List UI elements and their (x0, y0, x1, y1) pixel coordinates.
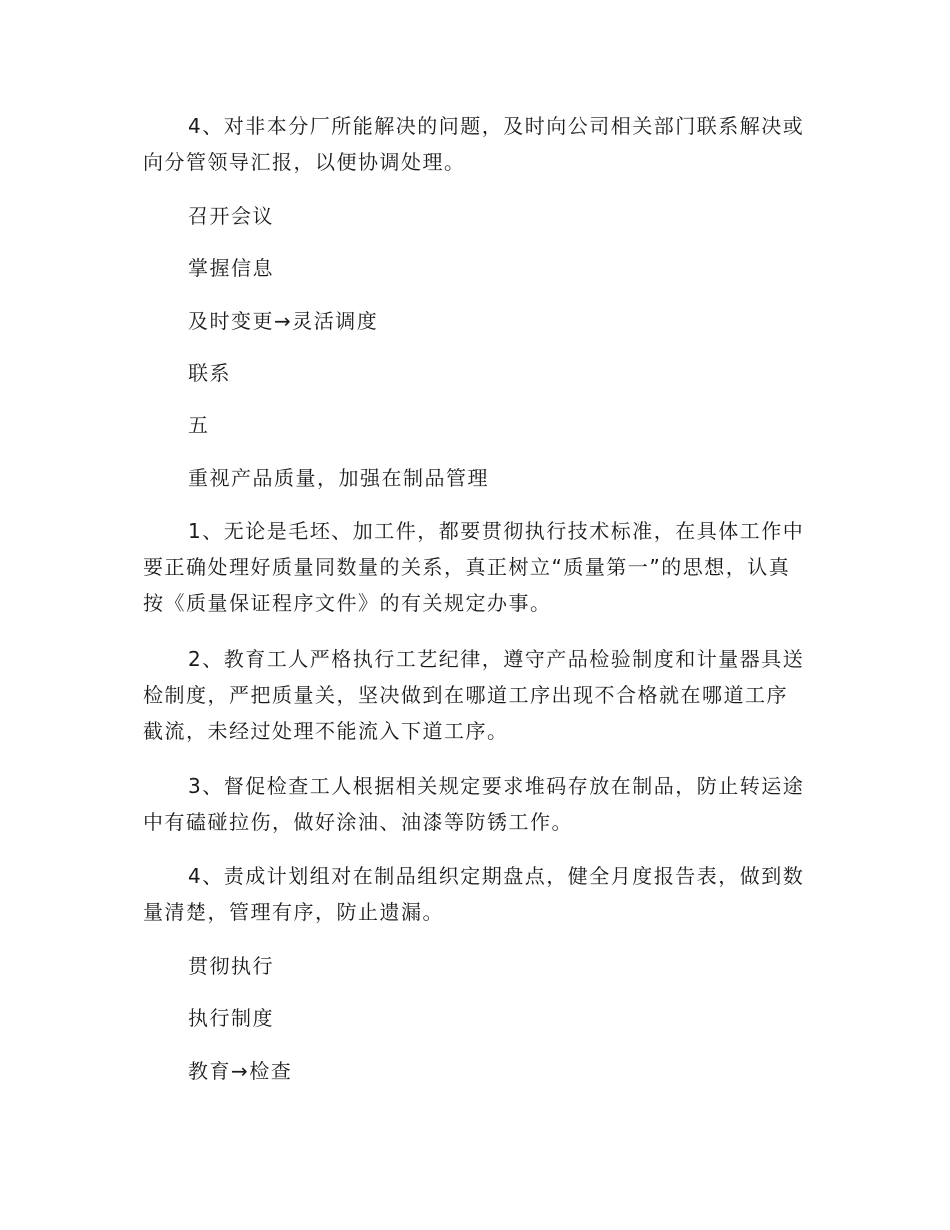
paragraph-process-discipline: 2、教育工人严格执行工艺纪律，遵守产品检验制度和计量器具送检制度，严把质量关，坚决做到在哪道工序出现不合格就在哪道工序截流，未经过处理不能流入下道工序。 (143, 647, 805, 743)
paragraph-inventory-check: 4、责成计划组对在制品组织定期盘点，健全月度报告表，做到数量清楚，管理有序，防止遗漏。 (143, 864, 805, 924)
label-enforce-rules: 执行制度 (188, 1006, 274, 1030)
section-number: 五 (188, 413, 210, 437)
paragraph-quality-standards: 1、无论是毛坯、加工件，都要贯彻执行技术标准，在具体工作中要正确处理好质量同数量的关系，真正树立“质量第一”的思想，认真按《质量保证程序文件》的有关规定办事。 (143, 519, 805, 615)
label-educate-inspect: 教育→检查 (188, 1059, 293, 1083)
label-grasp-information: 掌握信息 (188, 256, 274, 280)
label-implement: 贯彻执行 (188, 954, 274, 978)
paragraph-storage-protection: 3、督促检查工人根据相关规定要求堆码存放在制品，防止转运途中有磕碰拉伤，做好涂油、油漆等防锈工作。 (143, 774, 805, 834)
label-hold-meeting: 召开会议 (188, 204, 274, 228)
section-title: 重视产品质量，加强在制品管理 (188, 466, 489, 490)
paragraph-coordination: 4、对非本分厂所能解决的问题，及时向公司相关部门联系解决或向分管领导汇报，以便协调处理。 (143, 114, 805, 174)
label-timely-change: 及时变更→灵活调度 (188, 309, 379, 333)
label-contact: 联系 (188, 361, 231, 385)
